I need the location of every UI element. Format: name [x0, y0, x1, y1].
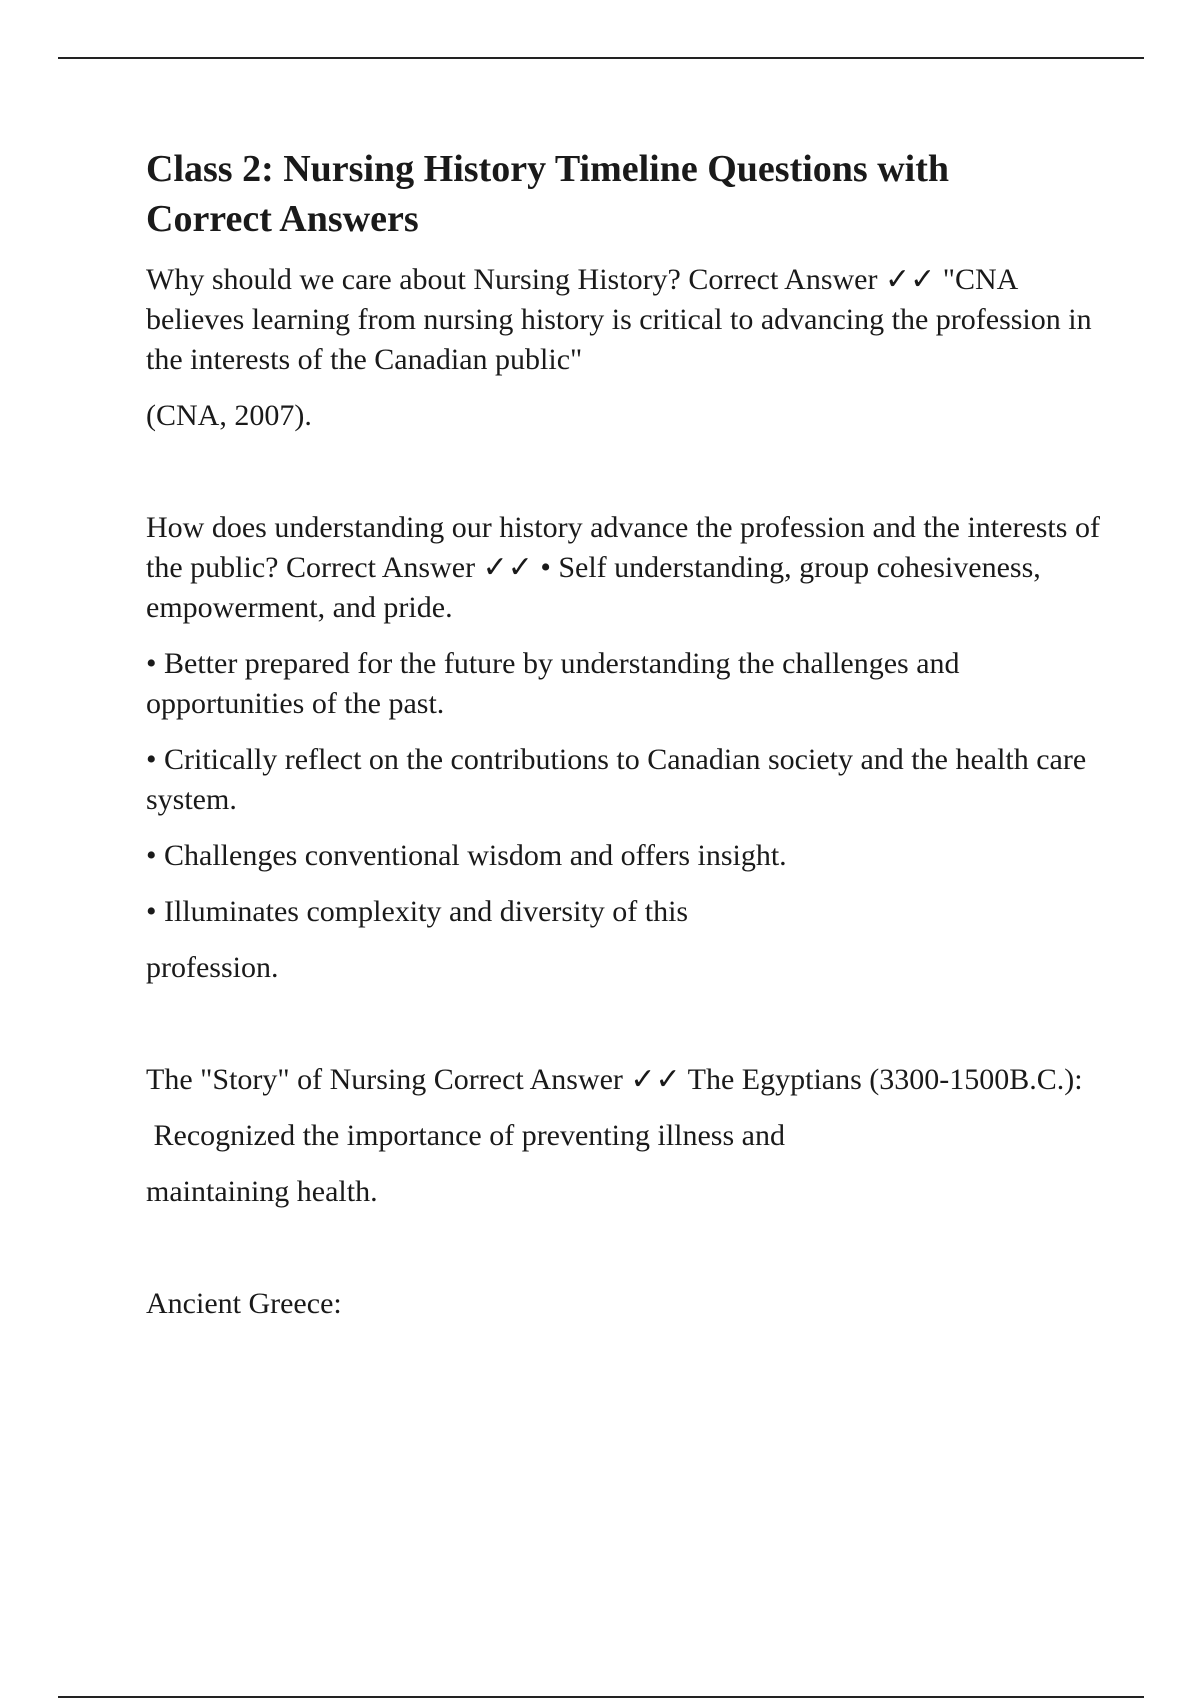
section-heading-ancient-greece: Ancient Greece: [146, 1287, 342, 1320]
question-1: Why should we care about Nursing History? Correct Answer ✓✓ "CNA believes learning from nursing history is critical to advancing the profession in the interests of the Canadian public" [146, 263, 1092, 376]
footer-rule [58, 1696, 1144, 1698]
question-3-line-1: Recognized the importance of preventing illness and [146, 1119, 785, 1152]
header-rule [58, 57, 1144, 59]
bullet-item: • Critically reflect on the contributions to Canadian society and the health care system. [146, 743, 1087, 816]
question-2: How does understanding our history advance the profession and the interests of the public? Correct Answer ✓✓ • Self understanding, group cohesiveness, empowerment, and pride. [146, 511, 1100, 624]
question-2-tail: profession. [146, 951, 279, 984]
question-3-line-2: maintaining health. [146, 1175, 378, 1208]
question-1-citation: (CNA, 2007). [146, 399, 312, 432]
document-body [146, 144, 1106, 1324]
document-title: Class 2: Nursing History Timeline Questions with Correct Answers [146, 148, 950, 240]
question-3: The "Story" of Nursing Correct Answer ✓✓ The Egyptians (3300-1500B.C.): [146, 1063, 1083, 1096]
bullet-item: • Better prepared for the future by understanding the challenges and opportunities of the past. [146, 647, 960, 720]
bullet-item: • Illuminates complexity and diversity of this [146, 895, 689, 928]
bullet-item: • Challenges conventional wisdom and offers insight. [146, 839, 787, 872]
